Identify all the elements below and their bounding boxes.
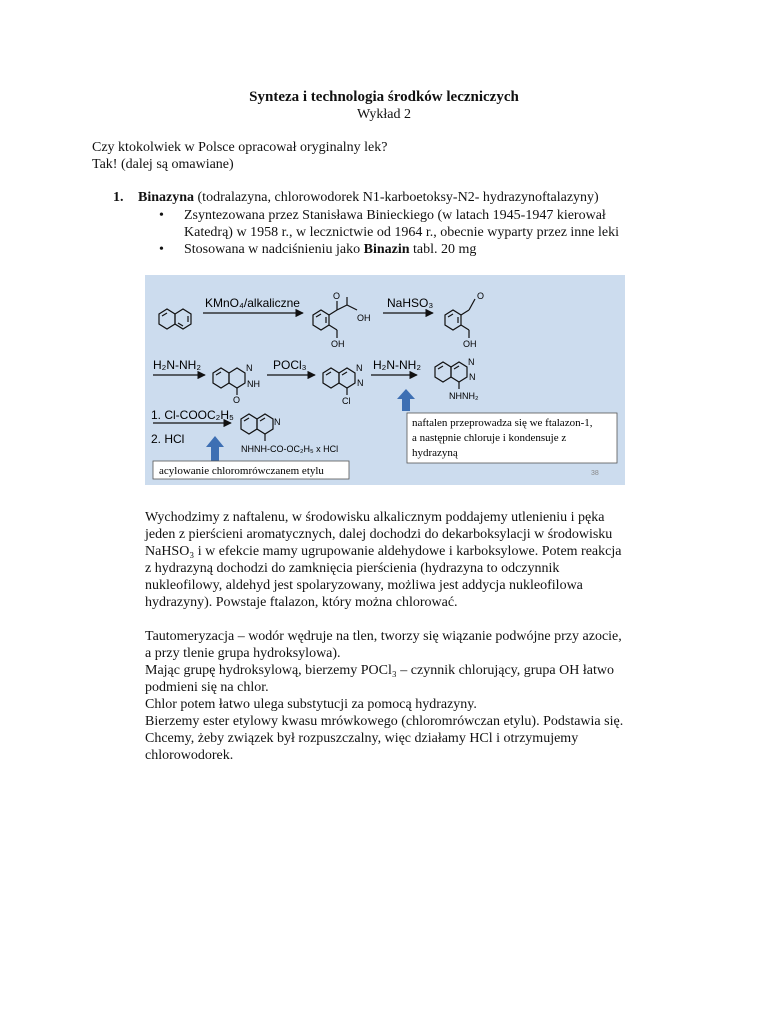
drug-description: (todralazyna, chlorowodorek N1-karboetoksy-N2- hydrazynoftalazyny) <box>194 190 599 205</box>
reagent-nahso3: NaHSO₃ <box>387 296 434 310</box>
note-line-3: hydrazyną <box>412 447 458 459</box>
paragraph-line: Tautomeryzacja – wodór wędruje na tlen, tworzy się wiązanie podwójne przy azocie, <box>145 629 622 644</box>
bullet-icon: • <box>159 208 164 223</box>
reagent-hydrazine-1: H₂N-NH₂ <box>153 358 201 372</box>
bullet-synthesis-line2: Katedrą) w 1958 r., w lecznictwie od 1964 r., obecnie wyparty przez inne leki <box>184 225 620 240</box>
label-nh: NH <box>247 379 260 389</box>
paragraph-line: hydrazyny). Powstaje ftalazon, który można chlorować. <box>145 595 458 610</box>
label-n: N <box>274 417 281 427</box>
blue-arrow-icon <box>206 436 224 461</box>
bullet-usage-prefix: Stosowana w nadciśnieniu jako <box>184 242 364 257</box>
synthesis-scheme-figure <box>145 275 625 485</box>
bullet-synthesis <box>159 207 679 241</box>
product-label: NHNH-CO-OC₂H₅ x HCl <box>241 444 339 454</box>
label-nhnh2: NHNH₂ <box>449 391 479 401</box>
bullet-usage-suffix: tabl. 20 mg <box>409 242 477 257</box>
label-o: O <box>233 395 241 405</box>
bullet-icon: • <box>159 242 164 257</box>
dicarbonyl-acid-structure <box>313 297 357 338</box>
intro-block <box>92 139 387 173</box>
label-oh: OH <box>463 339 477 349</box>
paragraph-line: NaHSO₃ i w efekcie mamy ugrupowanie aldehydowe i karboksylowe. Potem reakcja <box>145 544 622 559</box>
label-oh: OH <box>357 313 371 323</box>
intro-answer: Tak! (dalej są omawiane) <box>92 157 234 172</box>
intro-question: Czy ktokolwiek w Polsce opracował oryginalny lek? <box>92 140 388 155</box>
lecture-subtitle: Wykład 2 <box>357 107 411 122</box>
bullet-list <box>159 207 679 258</box>
paragraph-line: chlorowodorek. <box>145 748 234 763</box>
label-n: N <box>356 363 363 373</box>
binazine-structure <box>241 414 273 441</box>
paragraph-line: jeden z pierścieni aromatycznych, dalej dochodzi do dekarboksylacji w środowisku <box>145 527 613 542</box>
paragraph-line: Wychodzimy z naftalenu, w środowisku alkalicznym poddajemy utlenieniu i pęka <box>145 510 605 525</box>
paragraph-line: Bierzemy ester etylowy kwasu mrówkowego (chloromrówczan etylu). Podstawia się. <box>145 714 624 729</box>
blue-arrow-icon <box>397 389 415 411</box>
note-line-2: a następnie chloruje i kondensuje z <box>412 432 567 444</box>
reagent-kmno4: KMnO₄/alkaliczne <box>205 296 300 310</box>
aldehyde-acid-structure <box>445 299 475 338</box>
paragraph-line: z hydrazyną dochodzi do zamknięcia pierścienia (hydrazyna to odczynnik <box>145 561 560 576</box>
label-oh: OH <box>331 339 345 349</box>
label-o: O <box>477 291 485 301</box>
label-o: O <box>333 291 341 301</box>
bullet-synthesis-line1: Zsyntezowana przez Stanisława Binieckiego (w latach 1945-1947 kierował <box>184 208 606 223</box>
paragraph-line: podmieni się na chlor. <box>145 680 269 695</box>
phthalazone-structure <box>213 368 245 395</box>
acylation-label: acylowanie chloromrówczanem etylu <box>159 465 324 477</box>
list-item-number: 1. <box>113 190 124 205</box>
note-line-1: naftalen przeprowadza się we ftalazon-1, <box>412 417 593 429</box>
paragraph-line: Chlor potem łatwo ulega substytucji za pomocą hydrazyny. <box>145 697 477 712</box>
paragraph-line: a przy tlenie grupa hydroksylowa). <box>145 646 341 661</box>
reagent-pocl3: POCl₃ <box>273 358 307 372</box>
paragraph-line: nukleofilowy, aldehyd jest spolaryzowany, możliwa jest addycja nukleofilowa <box>145 578 583 593</box>
reagent-chloroformate: 1. Cl-COOC₂H₅ <box>151 408 234 422</box>
list-item-heading <box>138 189 698 206</box>
label-n: N <box>357 378 364 388</box>
paragraph-line: Chcemy, żeby związek był rozpuszczalny, więc działamy HCl i otrzymujemy <box>145 731 579 746</box>
slide-number: 38 <box>591 470 599 477</box>
page-title: Synteza i technologia środków leczniczych <box>249 89 519 105</box>
synthesis-scheme-svg <box>145 275 625 485</box>
label-n: N <box>468 357 475 367</box>
label-cl: Cl <box>342 396 351 406</box>
paragraph-tautomerization <box>145 628 685 764</box>
bullet-usage-brand: Binazin <box>363 242 410 257</box>
reagent-hydrazine-2: H₂N-NH₂ <box>373 358 421 372</box>
hydralazine-structure <box>435 362 467 389</box>
chlorophthalazine-structure <box>323 368 355 395</box>
paragraph-line: Mając grupę hydroksylową, bierzemy POCl₃ – czynnik chlorujący, grupa OH łatwo <box>145 663 614 678</box>
reagent-hcl: 2. HCl <box>151 432 185 446</box>
drug-name: Binazyna <box>138 190 195 205</box>
naphthalene-structure <box>159 309 191 329</box>
bullet-usage <box>159 241 679 258</box>
paragraph-synthesis-explanation <box>145 509 685 611</box>
label-n: N <box>469 372 476 382</box>
label-n: N <box>246 363 253 373</box>
